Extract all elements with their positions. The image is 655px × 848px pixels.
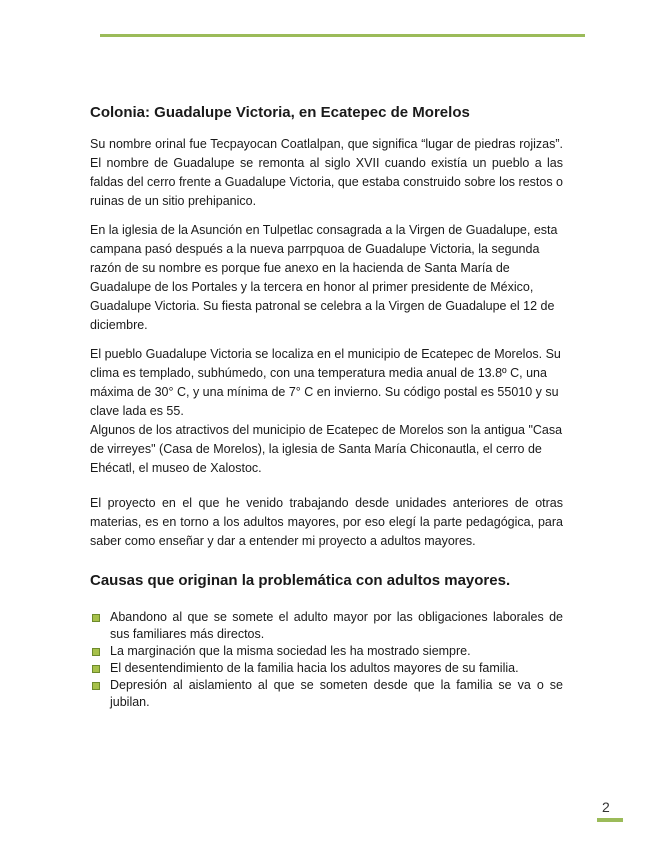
square-bullet-icon <box>92 614 100 622</box>
page-content <box>90 103 563 711</box>
page-number-rule <box>597 818 623 822</box>
list-item-text: El desentendimiento de la familia hacia los adultos mayores de su familia. <box>110 661 519 675</box>
section-heading-causas: Causas que originan la problemática con adultos mayores. <box>90 572 511 589</box>
paragraph-project: El proyecto en el que he venido trabajando desde unidades anteriores de otras materias, es en torno a los adultos mayores, por eso elegí la parte pedagógica, para saber como enseñar y dar a entender mi proyecto a adultos mayores. <box>90 496 563 548</box>
section-heading-colonia: Colonia: Guadalupe Victoria, en Ecatepec de Morelos <box>90 104 470 121</box>
square-bullet-icon <box>92 648 100 656</box>
causes-list <box>90 609 563 711</box>
list-item-text: Depresión al aislamiento al que se someten desde que la familia se va o se jubilan. <box>110 678 563 709</box>
paragraph-location-climate: El pueblo Guadalupe Victoria se localiza en el municipio de Ecatepec de Morelos. Su clima es templado, subhúmedo, con una temperatura media anual de 13.8º C, una máxima de 30° C, y una mínima de 7° C en invierno. Su código postal es 55010 y su clave lada es 55. <box>90 347 561 418</box>
list-item <box>90 643 563 660</box>
paragraph-attractions: Algunos de los atractivos del municipio de Ecatepec de Morelos son la antigua "Casa de virreyes" (Casa de Morelos), la iglesia de Santa María Chiconautla, el cerro de Ehécatl, el museo de Xalostoc. <box>90 423 563 475</box>
page-number: 2 <box>602 799 610 815</box>
square-bullet-icon <box>92 665 100 673</box>
paragraph-church: En la iglesia de la Asunción en Tulpetlac consagrada a la Virgen de Guadalupe, esta campana pasó después a la nueva parrpquoa de Guadalupe Victoria, la segunda razón de su nombre es porque fue anexo en la hacienda de Santa María de Guadalupe de los Portales y la tercera en honor al primer presidente de México, Guadalupe Victoria. Su fiesta patronal se celebra a la Virgen de Guadalupe el 12 de diciembre. <box>90 223 558 332</box>
list-item-text: La marginación que la misma sociedad les ha mostrado siempre. <box>110 644 471 658</box>
list-item <box>90 677 563 711</box>
square-bullet-icon <box>92 682 100 690</box>
list-item <box>90 660 563 677</box>
list-item-text: Abandono al que se somete el adulto mayor por las obligaciones laborales de sus familiares más directos. <box>110 610 563 641</box>
paragraph-name-origin: Su nombre orinal fue Tecpayocan Coatlalpan, que significa “lugar de piedras rojizas”. El nombre de Guadalupe se remonta al siglo XVII cuando existía un pueblo a las faldas del cerro frente a Guadalupe Victoria, que estaba construido sobre los restos o ruinas de un sitio prehipanico. <box>90 137 563 208</box>
header-rule <box>100 34 585 37</box>
list-item <box>90 609 563 643</box>
